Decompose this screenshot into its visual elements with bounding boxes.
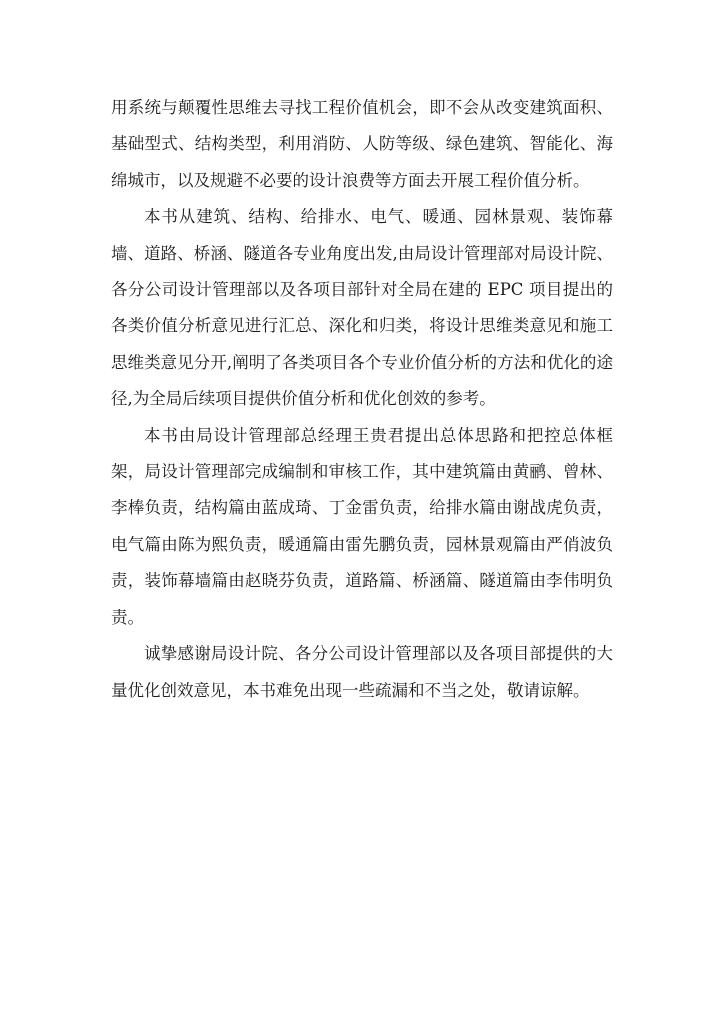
paragraph-authorship: 本书由局设计管理部总经理王贵君提出总体思路和把控总体框架，局设计管理部完成编制和审核工作，其中建筑篇由黄鹂、曾林、李棒负责，结构篇由蓝成琦、丁金雷负责，给排水篇由谢战虎负责，电气篇由陈为熙负责，暖通篇由雷先鹏负责，园林景观篇由严俏波负责，装饰幕墙篇由赵晓芬负责，道路篇、桥涵篇、隧道篇由李伟明负责。	[111, 425, 613, 627]
paragraph-continuation: 用系统与颠覆性思维去寻找工程价值机会，即不会从改变建筑面积、基础型式、结构类型，利用消防、人防等级、绿色建筑、智能化、海绵城市，以及规避不必要的设计浪费等方面去开展工程价值分析。	[111, 98, 613, 190]
paragraph-scope: 本书从建筑、结构、给排水、电气、暖通、园林景观、装饰幕墙、道路、桥涵、隧道各专业角度出发,由局设计管理部对局设计院、各分公司设计管理部以及各项目部针对全局在建的 EPC 项目提出的各类价值分析意见进行汇总、深化和归类，将设计思维类意见和施工思维类意见分开,阐明了各类项目各个专业价值分析的方法和优化的途径,为全局后续项目提供价值分析和优化创效的参考。	[111, 207, 613, 409]
document-body	[111, 90, 613, 709]
paragraph-acknowledgement: 诚挚感谢局设计院、各分公司设计管理部以及各项目部提供的大量优化创效意见，本书难免出现一些疏漏和不当之处，敬请谅解。	[111, 644, 613, 700]
